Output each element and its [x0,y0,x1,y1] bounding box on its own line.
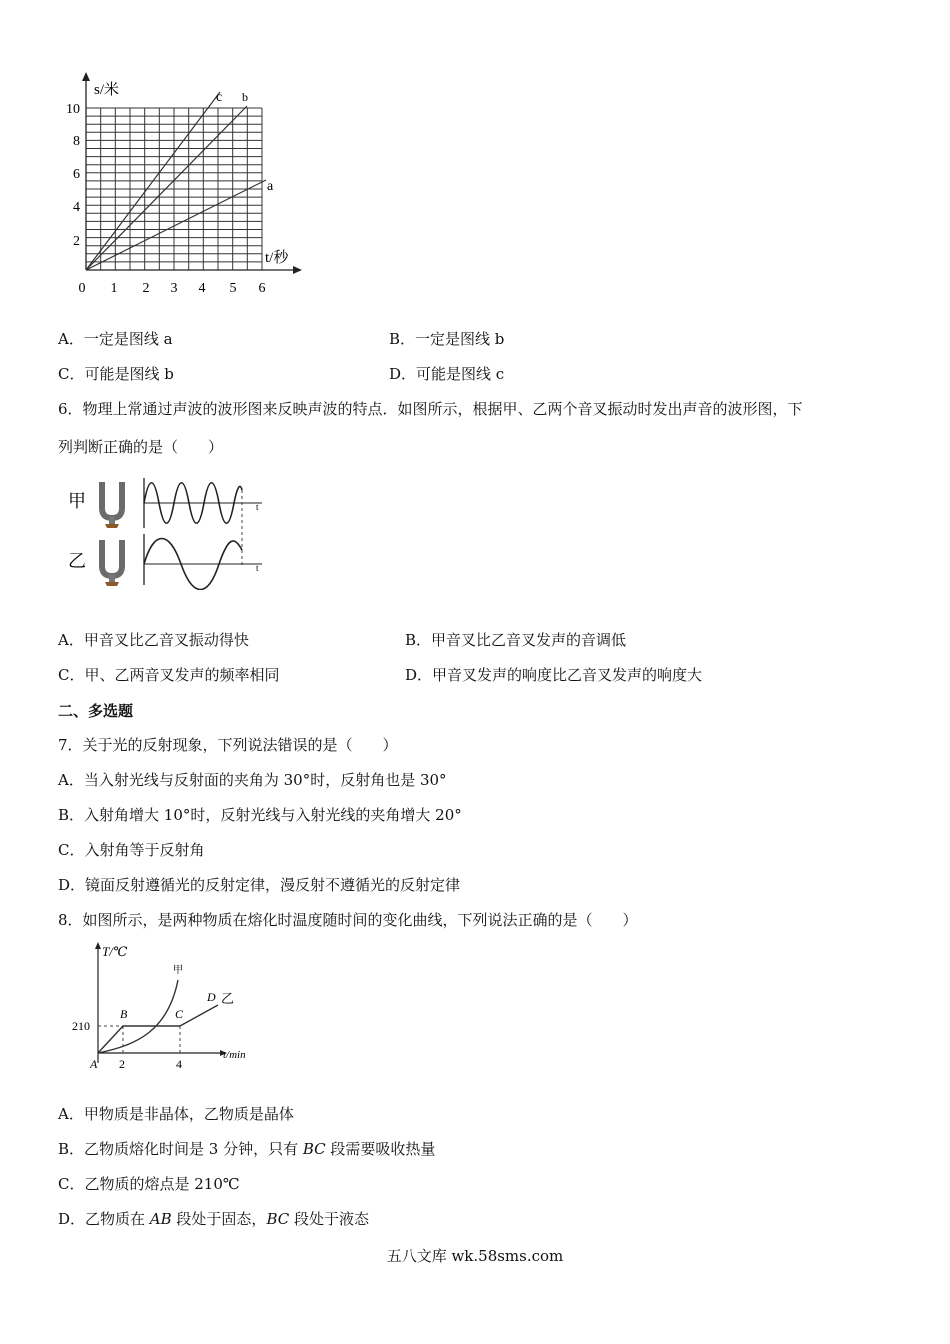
svg-text:4: 4 [198,281,206,296]
svg-text:2: 2 [73,234,80,249]
tuning-fork-icon-yi [102,540,122,586]
curve-label-jia: 甲 [173,965,183,976]
q7-option-a: A．当入射光线与反射面的夹角为 30°时，反射角也是 30° [58,771,447,789]
q8-stem: 8．如图所示，是两种物质在熔化时温度随时间的变化曲线，下列说法正确的是（ ） [58,911,638,929]
y-axis-arrow [82,72,90,81]
q6-option-d: D．甲音叉发声的响度比乙音叉发声的响度大 [405,666,703,684]
q8-option-b: B．乙物质熔化时间是 3 分钟，只有 BC 段需要吸收热量 [58,1140,436,1158]
st-graph [60,70,310,305]
q7-option-c: C．入射角等于反射角 [58,841,205,859]
svg-text:6: 6 [73,167,80,182]
q5-option-b: B．一定是图线 b [389,330,505,348]
q7-stem: 7．关于光的反射现象，下列说法错误的是（ ） [58,736,398,754]
point-d: D [207,990,216,1004]
svg-text:5: 5 [229,281,237,296]
y-tick-labels [66,102,80,249]
x-tick-4: 4 [176,1057,182,1071]
svg-text:3: 3 [170,281,178,296]
svg-text:1: 1 [110,281,118,296]
melting-y-label: T/℃ [102,944,128,959]
point-a: A [90,1057,98,1071]
svg-text:0: 0 [78,281,86,296]
jia-t-label: t [256,502,259,512]
yi-t-label: t [256,563,259,573]
melting-x-label: t/min [223,1049,246,1061]
point-b: B [120,1007,128,1021]
line-a [86,180,266,270]
melting-y-tick-210: 210 [72,1019,90,1033]
q5-option-a: A．一定是图线 a [58,330,173,348]
point-c: C [175,1007,184,1021]
q6-option-b: B．甲音叉比乙音叉发声的音调低 [405,631,627,649]
section-title: 二、多选题 [58,702,134,720]
melting-curve-graph [68,940,268,1075]
curve-jia [98,980,178,1053]
svg-text:6: 6 [258,281,266,296]
tuning-fork-waveforms [62,470,282,590]
q8-option-d: D．乙物质在 AB 段处于固态，BC 段处于液态 [58,1210,369,1228]
label-jia: 甲 [68,491,86,511]
line-label-b: b [242,90,248,104]
x-axis-label: t/秒 [265,250,289,266]
st-graph-grid [86,108,262,270]
label-yi: 乙 [68,551,86,571]
line-label-c: c [216,90,223,105]
tuning-fork-icon-jia [102,482,122,528]
q6-stem-line2: 列判断正确的是（ ） [58,438,224,456]
curve-label-yi: 乙 [221,991,235,1006]
svg-text:10: 10 [66,102,80,117]
q6-option-c: C．甲、乙两音叉发声的频率相同 [58,666,280,684]
svg-text:2: 2 [142,281,150,296]
curve-yi [98,1005,218,1053]
svg-text:8: 8 [73,134,80,149]
q8-option-a: A．甲物质是非晶体，乙物质是晶体 [58,1105,294,1123]
y-axis-label: s/米 [94,82,120,98]
svg-text:4: 4 [73,200,80,215]
q7-option-b: B．入射角增大 10°时，反射光线与入射光线的夹角增大 20° [58,806,462,824]
q7-option-d: D．镜面反射遵循光的反射定律，漫反射不遵循光的反射定律 [58,876,461,894]
q5-option-c: C．可能是图线 b [58,365,174,383]
footer-watermark: 五八文库 wk.58sms.com [386,1247,564,1265]
q6-option-a: A．甲音叉比乙音叉振动得快 [58,631,249,649]
q5-option-d: D．可能是图线 c [389,365,505,383]
x-tick-2: 2 [119,1057,125,1071]
x-axis-arrow [293,266,302,274]
x-tick-labels [79,281,266,296]
q8-option-c: C．乙物质的熔点是 210℃ [58,1175,240,1193]
line-label-a: a [267,179,274,194]
q6-stem-line1: 6．物理上常通过声波的波形图来反映声波的特点．如图所示，根据甲、乙两个音叉振动时发出声音的波形图，下 [58,400,803,418]
